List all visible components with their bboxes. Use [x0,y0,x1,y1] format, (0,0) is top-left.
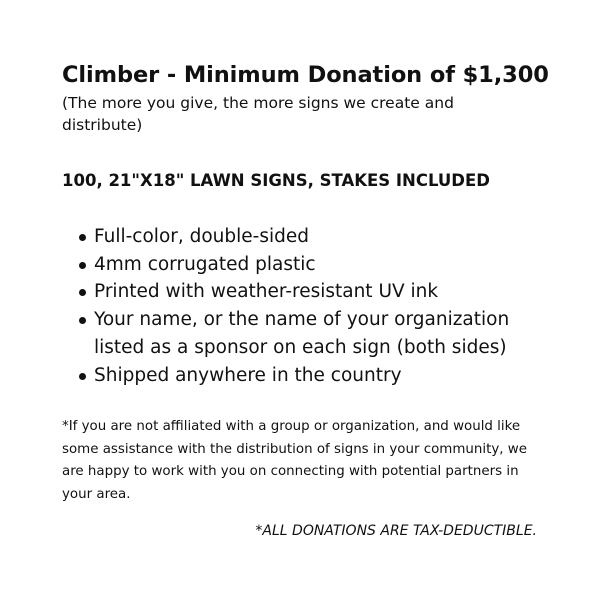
tax-deductible-note: *ALL DONATIONS ARE TAX-DEDUCTIBLE. [255,523,537,539]
feature-item [62,278,542,306]
bullet-icon [79,262,86,269]
product-description: 100, 21"X18" LAWN SIGNS, STAKES INCLUDED [62,171,490,190]
feature-list [62,223,542,389]
feature-item [62,362,542,390]
feature-text: Printed with weather-resistant UV ink [94,281,439,303]
bullet-icon [79,289,86,296]
bullet-icon [79,317,86,324]
feature-text: 4mm corrugated plastic [94,253,316,275]
bullet-icon [79,234,86,241]
feature-item [62,306,542,361]
tier-subtitle: (The more you give, the more signs we create and distribute) [62,94,454,134]
feature-item [62,223,542,251]
feature-item [62,251,542,279]
tier-title: Climber - Minimum Donation of $1,300 [62,62,549,88]
feature-text: Your name, or the name of your organization listed as a sponsor on each sign (both sides) [94,309,510,358]
feature-text: Shipped anywhere in the country [94,364,402,386]
feature-text: Full-color, double-sided [94,226,309,247]
distribution-note: *If you are not affiliated with a group or organization, and would like some assistance with the distribution of signs in your community, we are happy to work with you on connecting with potential partners in your area. [62,419,527,502]
bullet-icon [79,373,86,380]
